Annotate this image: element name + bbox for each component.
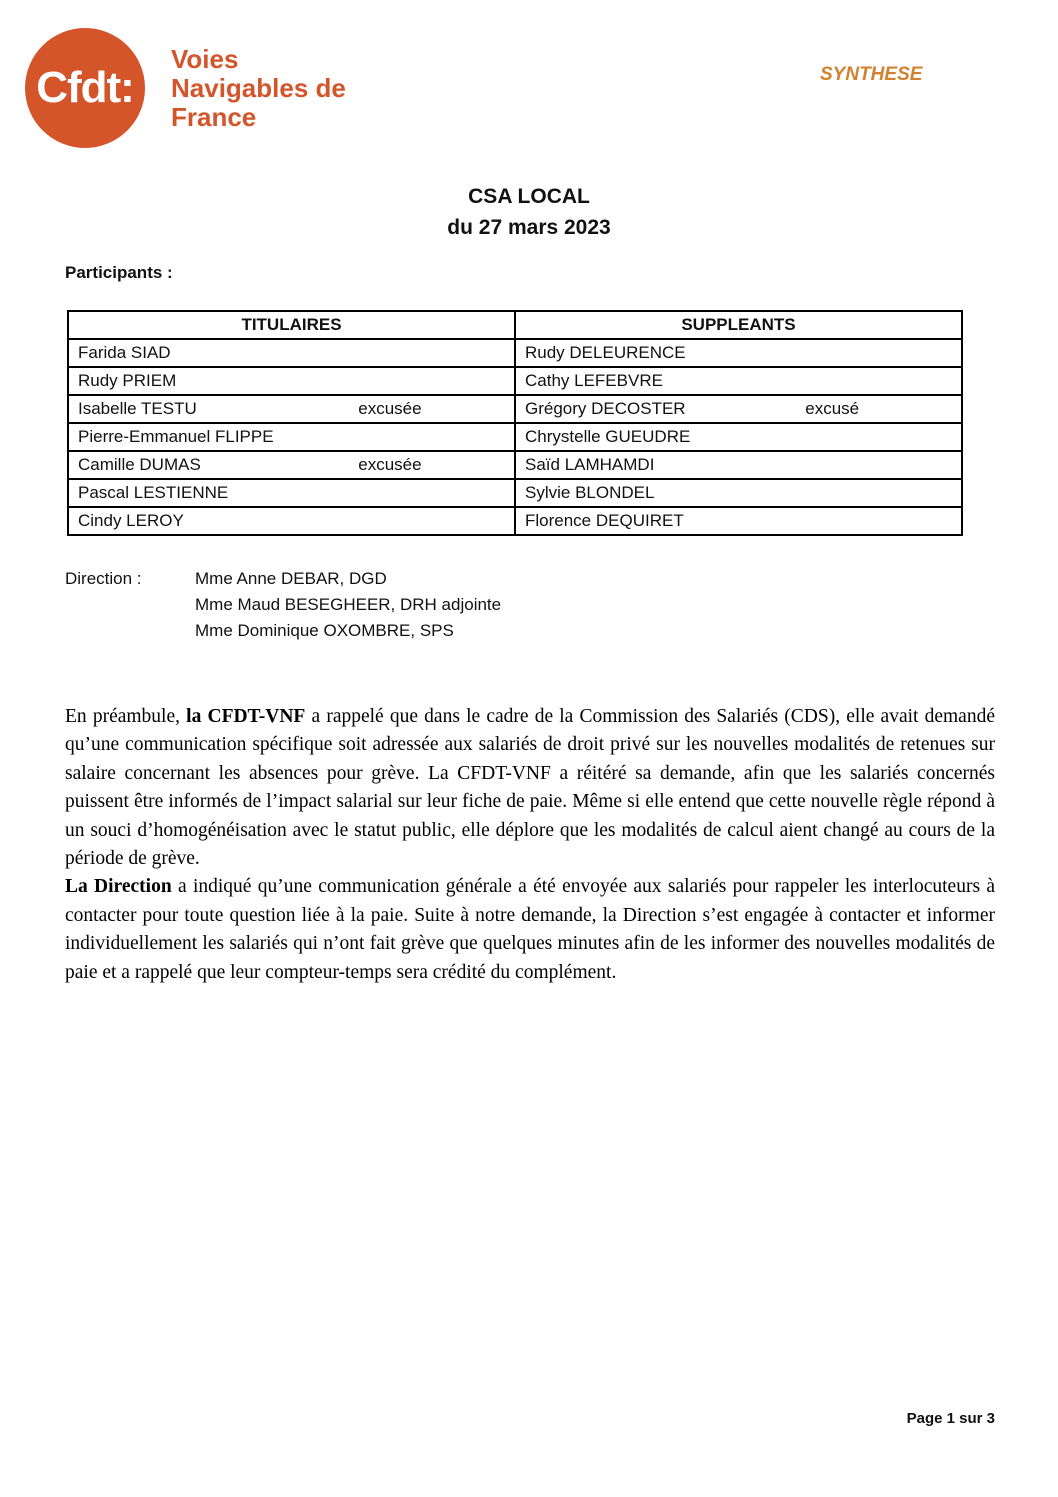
column-header-suppleants: SUPPLEANTS xyxy=(515,311,962,339)
bold-text-segment: La Direction xyxy=(65,876,172,898)
titulaire-cell xyxy=(68,339,515,367)
text-segment: a rappelé que dans le cadre de la Commission des Salariés (CDS), elle avait demandé qu’une communication spécifique soit adressée aux salariés de droit privé sur les nouvelles modalités de retenues sur salaire concernant les absences pour grève. La CFDT-VNF a réitéré sa demande, afin que les salariés concernés puissent être informés de l’impact salarial sur leur fiche de paie. Même si elle entend que cette nouvelle règle répond à un souci d’homogénéisation avec le statut public, elle déplore que les modalités de calcul aient changé au cours de la période de grève. xyxy=(65,706,995,870)
logo-org-line: Voies xyxy=(171,43,239,74)
page-title-line1: CSA LOCAL xyxy=(468,185,590,208)
suppleant-cell xyxy=(515,423,962,451)
participant-row xyxy=(68,423,962,451)
participants-header-row xyxy=(68,311,962,339)
body-text xyxy=(65,703,995,987)
suppleant-name: Chrystelle GUEUDRE xyxy=(525,427,691,446)
cfdt-logo-icon xyxy=(25,28,145,148)
excuse-note: excusée xyxy=(358,455,422,474)
titulaire-name: Rudy PRIEM xyxy=(78,371,177,390)
participant-row xyxy=(68,479,962,507)
page-title xyxy=(0,181,1058,243)
page-title-line2: du 27 mars 2023 xyxy=(447,216,611,239)
titulaire-cell xyxy=(68,367,515,395)
suppleant-cell xyxy=(515,479,962,507)
participants-table xyxy=(67,310,963,536)
suppleant-cell xyxy=(515,395,962,423)
direction-members xyxy=(195,566,501,644)
suppleant-name: Rudy DELEURENCE xyxy=(525,343,686,362)
titulaire-cell xyxy=(68,451,515,479)
direction-member: Mme Anne DEBAR, DGD xyxy=(195,569,387,588)
synthese-label: SYNTHESE xyxy=(820,64,923,85)
participants-table-body xyxy=(68,339,962,535)
logo-org-line: France xyxy=(171,101,257,132)
column-header-titulaires: TITULAIRES xyxy=(68,311,515,339)
suppleant-cell xyxy=(515,367,962,395)
participants-label: Participants : xyxy=(65,263,173,282)
titulaire-name: Camille DUMAS xyxy=(78,455,201,474)
excuse-note: excusé xyxy=(805,399,860,418)
page-number: Page 1 sur 3 xyxy=(906,1410,995,1427)
participant-row xyxy=(68,507,962,535)
logo-org-line: Navigables de xyxy=(171,72,346,103)
document-header xyxy=(25,28,346,148)
text-segment: En préambule, xyxy=(65,706,187,727)
direction-member: Mme Maud BESEGHEER, DRH adjointe xyxy=(195,595,502,614)
titulaire-cell xyxy=(68,507,515,535)
participant-row xyxy=(68,451,962,479)
titulaire-name: Pascal LESTIENNE xyxy=(78,483,229,502)
titulaire-name: Pierre-Emmanuel FLIPPE xyxy=(78,427,274,446)
direction-member: Mme Dominique OXOMBRE, SPS xyxy=(195,621,454,640)
titulaire-name: Isabelle TESTU xyxy=(78,399,197,418)
bold-text-segment: la CFDT-VNF xyxy=(186,706,306,727)
titulaire-cell xyxy=(68,395,515,423)
suppleant-cell xyxy=(515,451,962,479)
suppleant-cell xyxy=(515,507,962,535)
participants-table-head xyxy=(68,311,962,339)
suppleant-name: Saïd LAMHAMDI xyxy=(525,455,655,474)
suppleant-name: Grégory DECOSTER xyxy=(525,399,686,418)
participant-row xyxy=(68,367,962,395)
titulaire-name: Cindy LEROY xyxy=(78,511,184,530)
titulaire-name: Farida SIAD xyxy=(78,343,171,362)
suppleant-name: Cathy LEFEBVRE xyxy=(525,371,663,390)
direction-section xyxy=(65,566,501,644)
participant-row xyxy=(68,339,962,367)
participant-row xyxy=(68,395,962,423)
excuse-note: excusée xyxy=(358,399,422,418)
cfdt-logo-text: Cfdt: xyxy=(36,63,134,112)
suppleant-cell xyxy=(515,339,962,367)
direction-label: Direction : xyxy=(65,569,142,588)
paragraph-direction xyxy=(65,873,995,987)
paragraph-preambule xyxy=(65,703,995,873)
suppleant-name: Sylvie BLONDEL xyxy=(525,483,655,502)
titulaire-cell xyxy=(68,479,515,507)
logo-org-name xyxy=(171,45,346,132)
text-segment: a indiqué qu’une communication générale a été envoyée aux salariés pour rappeler les interlocuteurs à contacter pour toute question liée à la paie. Suite à notre demande, la Direction s’est engagée à contacter et informer individuellement les salariés qui n’ont fait grève que quelques minutes afin de les informer des nouvelles modalités de paie et a rappelé que leur compteur-temps sera crédité du complément. xyxy=(65,876,995,983)
titulaire-cell xyxy=(68,423,515,451)
suppleant-name: Florence DEQUIRET xyxy=(525,511,684,530)
